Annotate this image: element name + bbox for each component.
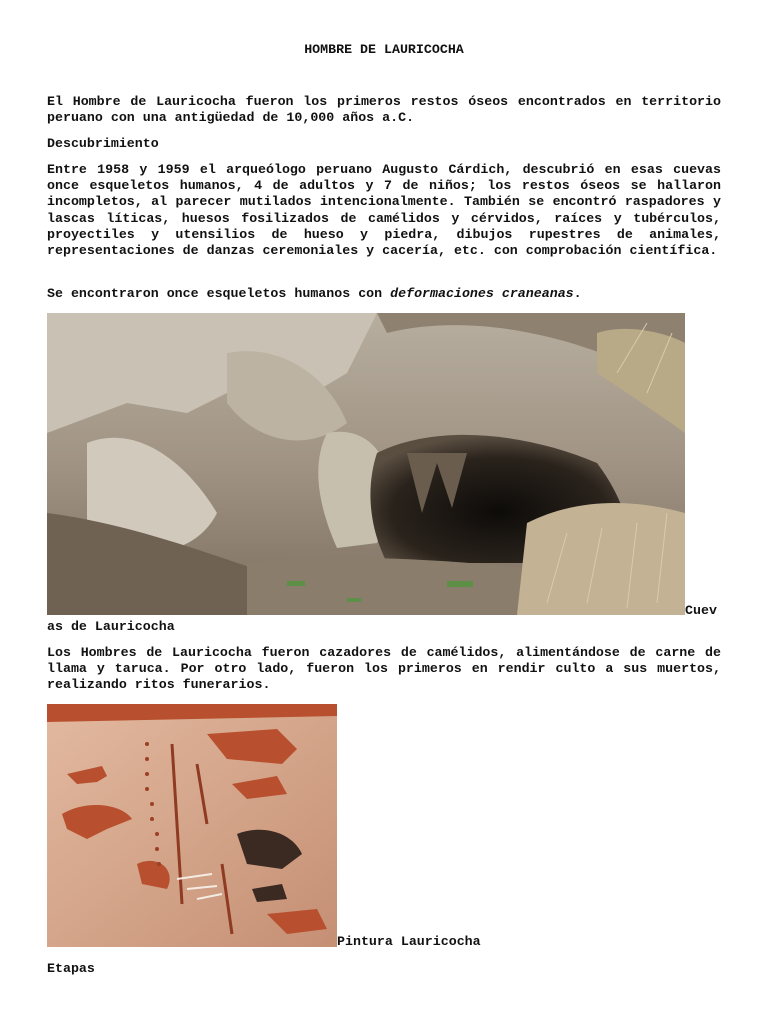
discovery-heading: Descubrimiento [47,136,159,151]
rock-painting-photo [47,704,337,947]
stages-heading: Etapas [47,961,95,976]
intro-paragraph: El Hombre de Lauricocha fueron los primeros restos óseos encontrados en territorio peruano con una antigüedad de 10,000 años a.C. [47,94,721,126]
cave-caption-start: Cuev [685,603,717,618]
skeletons-emphasis: deformaciones craneanas [390,286,574,301]
skeletons-suffix: . [573,286,582,301]
cave-figure [47,313,721,634]
painting-figure [47,704,721,947]
cave-photo [47,313,685,615]
painting-caption: Pintura Lauricocha [337,934,481,949]
skeletons-paragraph [47,286,721,302]
discovery-paragraph: Entre 1958 y 1959 el arqueólogo peruano Augusto Cárdich, descubrió en esas cuevas once esqueletos humanos, 4 de adultos y 7 de niños; los restos óseos se hallaron incompletos, al parecer mutilados intencionalmente. También se encontró raspadores y lascas líticas, huesos fosilizados de camélidos y cérvidos, raíces y tubérculos, proyectiles y utensilios de hueso y piedra, dibujos rupestres de animales, representaciones de danzas ceremoniales y cacería, etc. con comprobación científica. [47,162,721,259]
hunters-paragraph: Los Hombres de Lauricocha fueron cazadores de camélidos, alimentándose de carne de llama y taruca. Por otro lado, fueron los primeros en rendir culto a sus muertos, realizando ritos funerarios. [47,645,721,693]
skeletons-prefix: Se encontraron once esqueletos humanos con [47,286,391,301]
page-title: HOMBRE DE LAURICOCHA [304,42,464,57]
cave-caption-end: as de Lauricocha [47,619,175,634]
